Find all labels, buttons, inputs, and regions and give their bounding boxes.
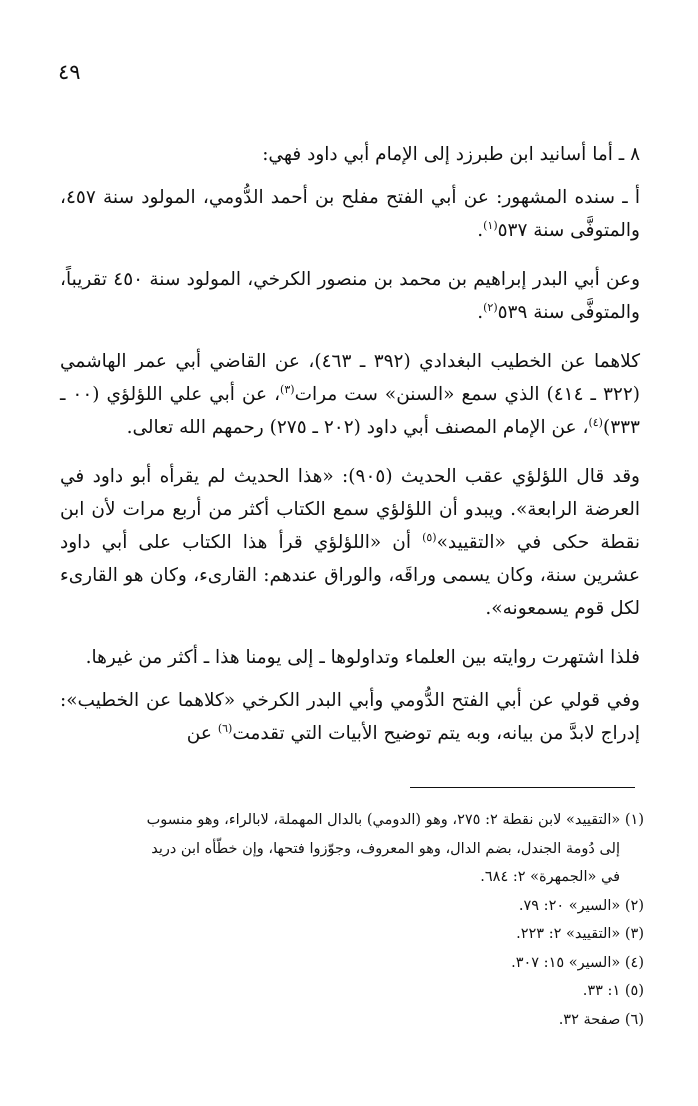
paragraph-fame: فلذا اشتهرت روايته بين العلماء وتداولوها ـ إلى يومنا هذا ـ أكثر من غيرها. <box>85 647 640 668</box>
footnote-3: (٣) «التقييد» ٢: ٢٢٣. <box>516 926 644 942</box>
footnote-reference: (٦) <box>217 721 233 735</box>
paragraph-khatib <box>60 345 640 444</box>
paragraph-text: ، عن الإمام المصنف أبي داود (٢٠٢ ـ ٢٧٥) رحمهم الله تعالى. <box>126 417 589 438</box>
paragraph-text: وفي قولي عن أبي الفتح الدُّومي وأبي البدر الكرخي «كلاهما عن الخطيب»: إدراج لابدَّ من بيانه، وبه يتم توضيح الأبيات التي تقدمت <box>60 690 640 744</box>
paragraph-lulu <box>60 460 640 625</box>
paragraph-text: أن «اللؤلؤي قرأ هذا الكتاب على أبي داود عشرين سنة، وكان يسمى وراقَه، والوراق عندهم: القارىء، وكان هو القارىء لكل قوم يسمعونه». <box>60 532 640 619</box>
paragraph-idraj <box>60 684 640 750</box>
paragraph-intro: ٨ ـ أما أسانيد ابن طبرزد إلى الإمام أبي داود فهي: <box>262 144 640 165</box>
footnote-1: (١) «التقييد» لابن نقطة ٢: ٢٧٥، وهو (الدومي) بالدال المهملة، لابالراء، وهو منسوب <box>146 812 644 828</box>
paragraph-text: . <box>477 302 484 323</box>
footnote-1-continuation: في «الجمهرة» ٢: ٦٨٤. <box>480 869 620 885</box>
footnote-5: (٥) ١: ٣٣. <box>582 983 644 999</box>
paragraph-text: وعن أبي البدر إبراهيم بن محمد بن منصور الكرخي، المولود سنة ٤٥٠ تقريباً، والمتوفَّى سنة ٥٣٩ <box>60 269 640 323</box>
footnote-separator <box>410 787 635 788</box>
footnote-1-continuation: إلى دُومة الجندل، بضم الدال، وهو المعروف، وجوّزوا فتحها، وإن خطّأه ابن دريد <box>151 840 620 857</box>
footnote-4: (٤) «السير» ١٥: ٣٠٧. <box>511 954 644 971</box>
footnotes <box>60 806 644 1034</box>
footnote-reference: (٥) <box>422 530 437 544</box>
main-text <box>60 138 640 766</box>
footnote-reference: (٤) <box>588 415 603 429</box>
paragraph-text: عن <box>186 723 218 744</box>
paragraph-text: . <box>477 220 484 241</box>
paragraph-chain-a <box>60 181 640 247</box>
paragraph-text: ، عن أبي علي اللؤلؤي (٠٠ ـ ٣٣٣) <box>60 384 640 438</box>
paragraph-text: كلاهما عن الخطيب البغدادي (٣٩٢ ـ ٤٦٣)، عن القاضي أبي عمر الهاشمي (٣٢٢ ـ ٤١٤) الذي سمع «السنن» ست مرات <box>60 351 640 405</box>
footnote-reference: (١) <box>483 218 498 232</box>
page-number: ٤٩ <box>58 60 81 84</box>
footnote-6: (٦) صفحة ٣٢. <box>558 1011 644 1028</box>
footnote-reference: (٣) <box>280 382 295 396</box>
paragraph-text: أ ـ سنده المشهور: عن أبي الفتح مفلح بن أحمد الدُّومي، المولود سنة ٤٥٧، والمتوفَّى سنة ٥٣٧ <box>60 187 640 241</box>
footnote-reference: (٢) <box>483 300 498 314</box>
paragraph-text: وقد قال اللؤلؤي عقب الحديث (٩٠٥): «هذا الحديث لم يقرأه أبو داود في العرضة الرابعة». ويبدو أن اللؤلؤي سمع الكتاب أكثر من أربع مرات لأن ابن نقطة حكى في «التقييد» <box>60 466 640 553</box>
paragraph-karkhi <box>60 263 640 329</box>
footnote-2: (٢) «السير» ٢٠: ٧٩. <box>518 897 644 914</box>
